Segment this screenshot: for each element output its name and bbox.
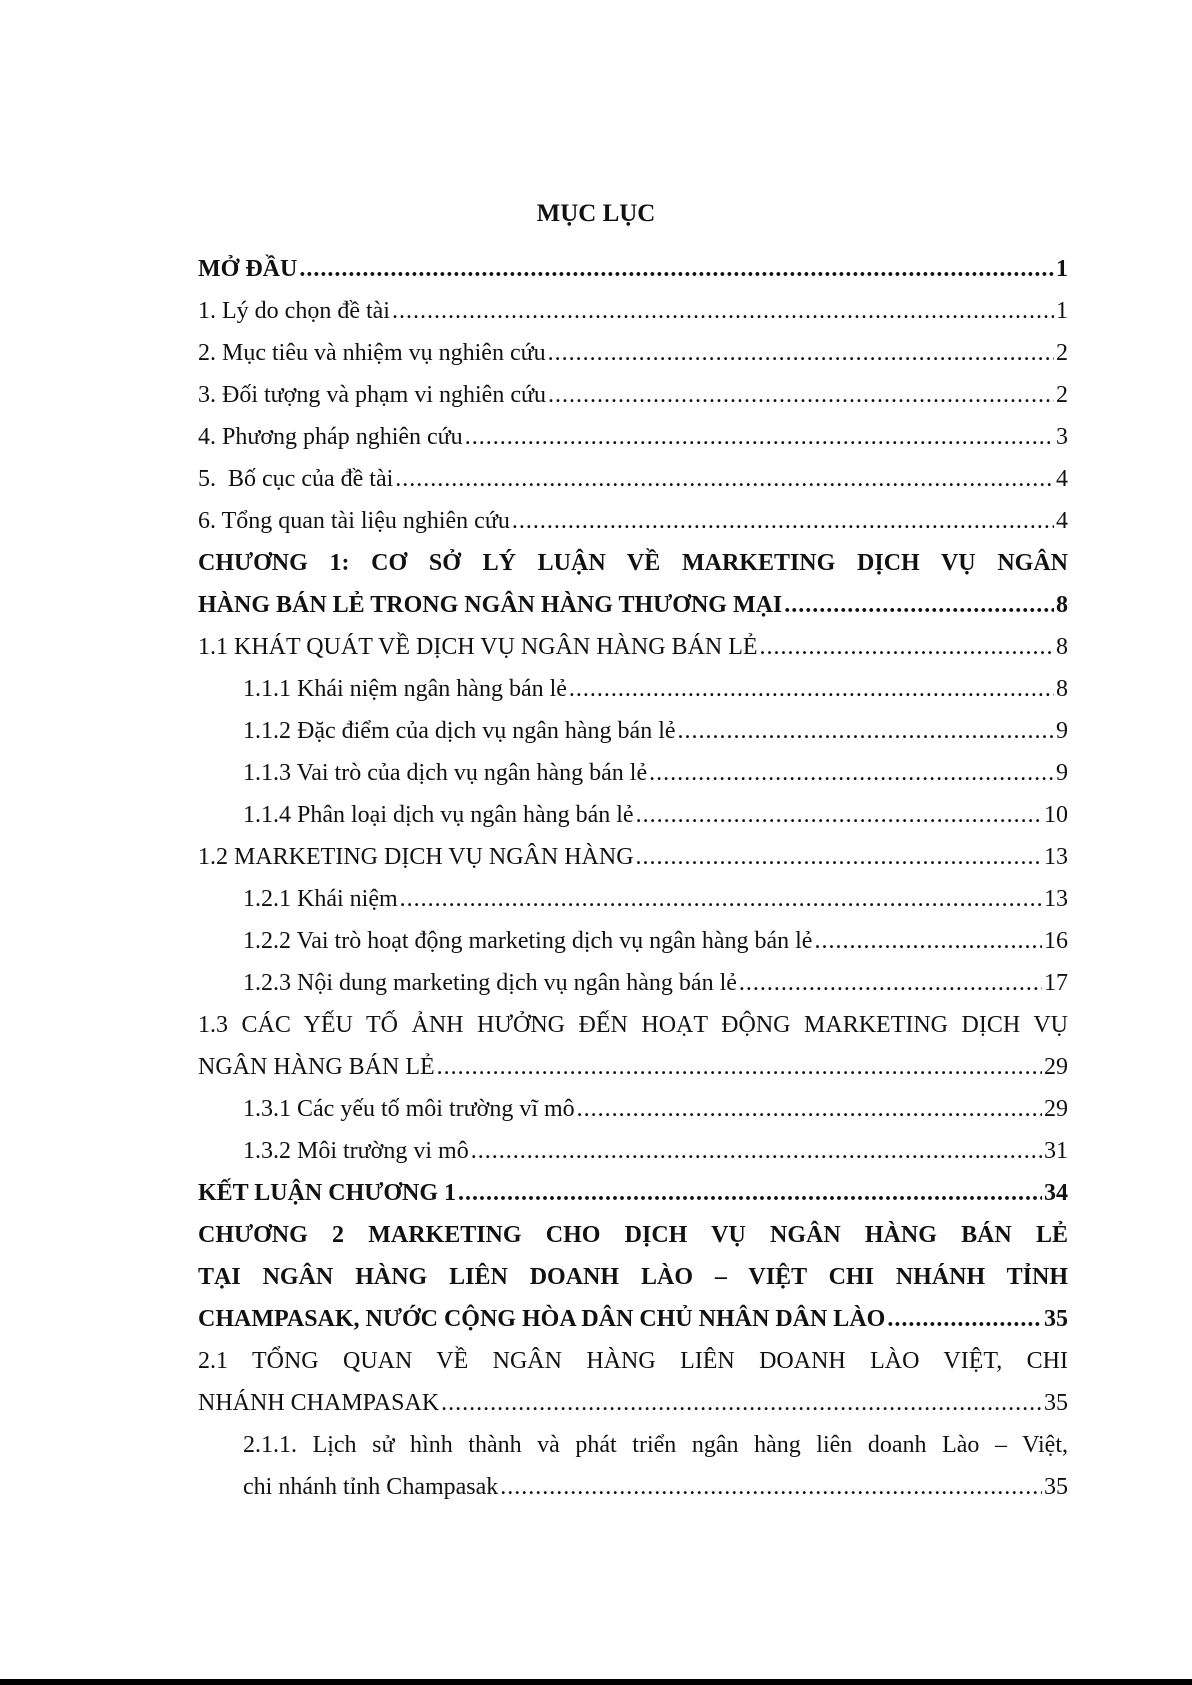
- toc-entry-mo-dau[interactable]: [198, 248, 1068, 290]
- toc-entry-page: 34: [1044, 1180, 1068, 1206]
- toc-entry-1-2-3[interactable]: [198, 962, 1068, 1004]
- toc-entry-text: 3. Đối tượng và phạm vi nghiên cứu: [198, 382, 546, 408]
- toc-entry-page: 13: [1044, 886, 1068, 912]
- toc-entry-phuong-phap[interactable]: [198, 416, 1068, 458]
- toc-entry-1-2-2[interactable]: [198, 920, 1068, 962]
- toc-entry-text: 4. Phương pháp nghiên cứu: [198, 424, 463, 450]
- toc-entry-text: MỞ ĐẦU: [198, 256, 298, 282]
- toc-entry-page: 1: [1056, 256, 1068, 282]
- toc-entry-tong-quan[interactable]: [198, 500, 1068, 542]
- toc-entry-text-line1: CHƯƠNG 2 MARKETING CHO DỊCH VỤ NGÂN HÀNG BÁN LẺ: [198, 1222, 1068, 1248]
- toc-entry-1-3-1[interactable]: [198, 1088, 1068, 1130]
- toc-entry-1-3-2[interactable]: [198, 1130, 1068, 1172]
- toc-entry-page: 8: [1056, 634, 1068, 660]
- toc-entry-page: 4: [1056, 466, 1068, 492]
- toc-entry-text: NHÁNH CHAMPASAK: [198, 1390, 440, 1416]
- toc-entry-ket-luan-1[interactable]: [198, 1172, 1068, 1214]
- dot-leader: [887, 1298, 1042, 1340]
- toc-entry-1-2-1[interactable]: [198, 878, 1068, 920]
- dot-leader: [437, 1046, 1042, 1088]
- toc-entry-text: 1. Lý do chọn đề tài: [198, 298, 390, 324]
- toc-entry-page: 8: [1056, 676, 1068, 702]
- dot-leader: [441, 1382, 1042, 1424]
- toc-entry-text: chi nhánh tỉnh Champasak: [243, 1474, 499, 1500]
- toc-entry-2-1[interactable]: [198, 1340, 1068, 1424]
- toc-entry-text: 1.2.2 Vai trò hoạt động marketing dịch vụ ngân hàng bán lẻ: [243, 928, 813, 954]
- toc-entry-page: 2: [1056, 382, 1068, 408]
- toc-entry-text: 1.1.1 Khái niệm ngân hàng bán lẻ: [243, 676, 567, 702]
- toc-entry-2-1-1[interactable]: [198, 1424, 1068, 1508]
- toc-entry-text: 6. Tổng quan tài liệu nghiên cứu: [198, 508, 510, 534]
- toc-entry-chuong-1[interactable]: [198, 542, 1068, 626]
- toc-entry-text: CHAMPASAK, NƯỚC CỘNG HÒA DÂN CHỦ NHÂN DÂN LÀO: [198, 1306, 886, 1332]
- dot-leader: [649, 752, 1054, 794]
- dot-leader: [760, 626, 1054, 668]
- toc-entry-chuong-2[interactable]: [198, 1214, 1068, 1340]
- toc-entry-page: 9: [1056, 718, 1068, 744]
- toc-entry-page: 17: [1044, 970, 1068, 996]
- dot-leader: [548, 332, 1054, 374]
- dot-leader: [784, 584, 1054, 626]
- toc-entry-page: 16: [1044, 928, 1068, 954]
- toc-entry-page: 8: [1056, 592, 1068, 618]
- toc-entry-1-1-4[interactable]: [198, 794, 1068, 836]
- toc-entry-text: 2. Mục tiêu và nhiệm vụ nghiên cứu: [198, 340, 546, 366]
- dot-leader: [392, 290, 1054, 332]
- dot-leader: [395, 458, 1054, 500]
- toc-entry-1-3[interactable]: [198, 1004, 1068, 1088]
- dot-leader: [636, 836, 1042, 878]
- dot-leader: [400, 878, 1042, 920]
- table-of-contents: [198, 248, 1068, 1508]
- dot-leader: [500, 1466, 1042, 1508]
- toc-entry-text: 1.2 MARKETING DỊCH VỤ NGÂN HÀNG: [198, 844, 634, 870]
- toc-entry-text: 1.1.3 Vai trò của dịch vụ ngân hàng bán lẻ: [243, 760, 648, 786]
- toc-entry-1-1-2[interactable]: [198, 710, 1068, 752]
- toc-entry-text: 1.3.2 Môi trường vi mô: [243, 1138, 469, 1164]
- toc-entry-doi-tuong[interactable]: [198, 374, 1068, 416]
- toc-entry-page: 9: [1056, 760, 1068, 786]
- dot-leader: [471, 1130, 1042, 1172]
- toc-entry-text: 1.3.1 Các yếu tố môi trường vĩ mô: [243, 1096, 575, 1122]
- toc-entry-1-1-1[interactable]: [198, 668, 1068, 710]
- toc-entry-page: 1: [1056, 298, 1068, 324]
- toc-entry-text: 5. Bố cục của đề tài: [198, 466, 394, 492]
- toc-entry-text-line1: CHƯƠNG 1: CƠ SỞ LÝ LUẬN VỀ MARKETING DỊCH VỤ NGÂN: [198, 550, 1068, 576]
- dot-leader: [739, 962, 1042, 1004]
- toc-entry-muc-tieu[interactable]: [198, 332, 1068, 374]
- toc-entry-text: 1.2.3 Nội dung marketing dịch vụ ngân hàng bán lẻ: [243, 970, 737, 996]
- toc-entry-page: 4: [1056, 508, 1068, 534]
- dot-leader: [465, 416, 1054, 458]
- dot-leader: [512, 500, 1054, 542]
- toc-entry-text: KẾT LUẬN CHƯƠNG 1: [198, 1180, 457, 1206]
- dot-leader: [577, 1088, 1042, 1130]
- toc-entry-text: HÀNG BÁN LẺ TRONG NGÂN HÀNG THƯƠNG MẠI: [198, 592, 783, 618]
- toc-entry-bo-cuc[interactable]: [198, 458, 1068, 500]
- toc-entry-1-2[interactable]: [198, 836, 1068, 878]
- toc-entry-page: 35: [1044, 1474, 1068, 1500]
- toc-entry-text: 1.1.4 Phân loại dịch vụ ngân hàng bán lẻ: [243, 802, 634, 828]
- toc-entry-page: 35: [1044, 1306, 1068, 1332]
- toc-entry-text: NGÂN HÀNG BÁN LẺ: [198, 1054, 435, 1080]
- toc-entry-text: 1.2.1 Khái niệm: [243, 886, 398, 912]
- dot-leader: [814, 920, 1042, 962]
- toc-entry-page: 10: [1044, 802, 1068, 828]
- toc-entry-text: 1.1.2 Đặc điểm của dịch vụ ngân hàng bán lẻ: [243, 718, 676, 744]
- toc-entry-ly-do[interactable]: [198, 290, 1068, 332]
- toc-title: MỤC LỤC: [536, 200, 656, 227]
- toc-entry-text-line1: 1.3 CÁC YẾU TỐ ẢNH HƯỞNG ĐẾN HOẠT ĐỘNG MARKETING DỊCH VỤ: [198, 1012, 1068, 1038]
- dot-leader: [548, 374, 1054, 416]
- dot-leader: [458, 1172, 1042, 1214]
- toc-entry-page: 31: [1044, 1138, 1068, 1164]
- toc-entry-page: 3: [1056, 424, 1068, 450]
- dot-leader: [636, 794, 1042, 836]
- toc-entry-text-line2: TẠI NGÂN HÀNG LIÊN DOANH LÀO – VIỆT CHI NHÁNH TỈNH: [198, 1264, 1068, 1290]
- page-bottom-edge: [0, 1679, 1192, 1685]
- dot-leader: [678, 710, 1054, 752]
- toc-entry-page: 13: [1044, 844, 1068, 870]
- toc-entry-page: 2: [1056, 340, 1068, 366]
- toc-entry-text-line1: 2.1.1. Lịch sử hình thành và phát triển ngân hàng liên doanh Lào – Việt,: [243, 1432, 1068, 1458]
- toc-entry-1-1-3[interactable]: [198, 752, 1068, 794]
- dot-leader: [569, 668, 1054, 710]
- toc-entry-text: 1.1 KHÁT QUÁT VỀ DỊCH VỤ NGÂN HÀNG BÁN LẺ: [198, 634, 758, 660]
- toc-entry-page: 35: [1044, 1390, 1068, 1416]
- toc-entry-page: 29: [1044, 1096, 1068, 1122]
- toc-entry-1-1[interactable]: [198, 626, 1068, 668]
- toc-entry-text-line1: 2.1 TỔNG QUAN VỀ NGÂN HÀNG LIÊN DOANH LÀO VIỆT, CHI: [198, 1348, 1068, 1374]
- toc-entry-page: 29: [1044, 1054, 1068, 1080]
- dot-leader: [299, 248, 1054, 290]
